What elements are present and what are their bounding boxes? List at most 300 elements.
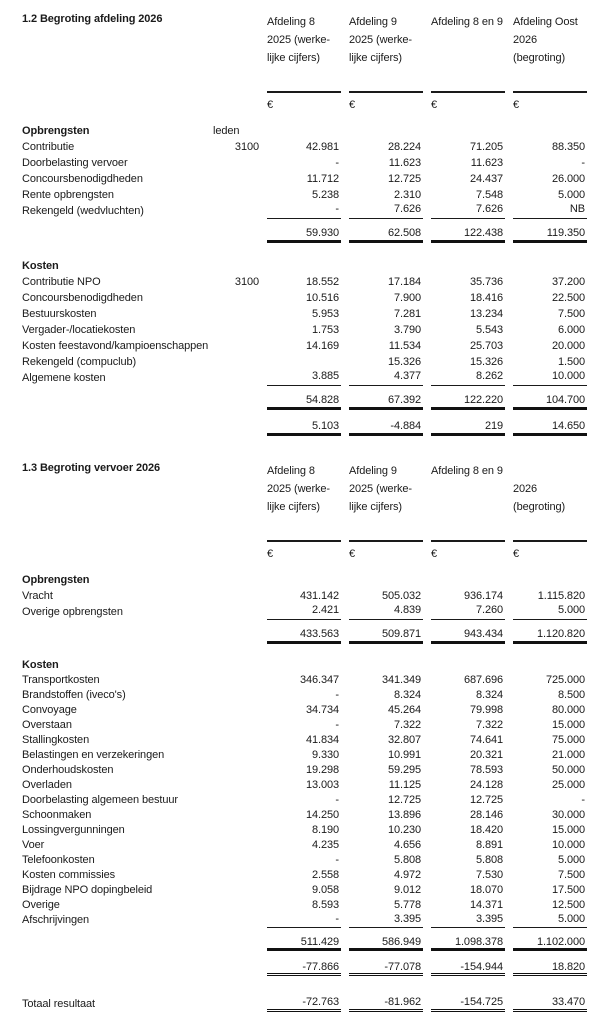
cell-value: 104.700	[513, 394, 587, 410]
table-row	[22, 338, 600, 354]
row-label: Rekengeld (compuclub)	[22, 356, 137, 368]
cell-value: 10.516	[305, 292, 339, 304]
cell-value: -	[581, 157, 585, 169]
cell-value: 119.350	[513, 227, 587, 243]
rule-label-spacer	[22, 540, 213, 542]
column-header-line	[431, 31, 505, 49]
cell-value	[267, 354, 341, 370]
row-label: Contributie NPO	[22, 276, 101, 288]
cell-value: 14.371	[469, 899, 503, 911]
cell-value: 41.834	[305, 734, 339, 746]
table-row	[22, 155, 600, 171]
leden-spacer	[213, 420, 259, 436]
cell-value: 54.828	[267, 394, 341, 410]
cell-value: 80.000	[551, 704, 585, 716]
rule-label-spacer	[22, 91, 213, 93]
currency-label-spacer	[22, 546, 213, 562]
row-label: Belastingen en verzekeringen	[22, 749, 165, 761]
cell-value: 67.392	[349, 394, 423, 410]
spacer	[22, 620, 600, 628]
cell-value: 5.808	[475, 854, 503, 866]
leden-value	[213, 588, 259, 604]
cell-value: -154.944	[431, 961, 505, 976]
row-label: Kosten feestavond/kampioenschappen	[22, 340, 209, 352]
cell-value: 11.623	[470, 157, 503, 169]
cell-value: 79.998	[469, 704, 503, 716]
cell-value: 12.725	[387, 173, 421, 185]
cell-value: 505.032	[381, 590, 421, 602]
leden-value	[213, 718, 259, 733]
cell-value: 5.808	[393, 854, 421, 866]
cell-value: 25.703	[469, 340, 503, 352]
cell-value: 59.930	[267, 227, 341, 243]
cell-value: 11.623	[388, 157, 421, 169]
cell-value: 2.421	[267, 604, 341, 620]
table-row	[22, 673, 600, 688]
cell-value: 25.000	[551, 779, 585, 791]
header-rule	[513, 91, 587, 93]
cell-value: 10.230	[387, 824, 421, 836]
spacer	[22, 562, 600, 572]
leden-column-label: leden	[213, 125, 240, 137]
cell-value: 2.310	[393, 189, 421, 201]
column-header-line: lijke cijfers)	[267, 501, 320, 513]
cell-value: 1.098.378	[431, 936, 505, 951]
rule-leden-spacer	[213, 91, 259, 93]
cell-value: 12.725	[469, 794, 503, 806]
total-row	[22, 394, 600, 410]
cell-value: 22.500	[551, 292, 585, 304]
header-rule-row	[22, 91, 600, 93]
row-label: Vracht	[22, 590, 53, 602]
row-label: Lossingvergunningen	[22, 824, 125, 836]
leden-value	[213, 808, 259, 823]
spacer	[22, 410, 600, 420]
column-header-line: Afdeling 8 en 9	[431, 16, 503, 28]
cell-value: 30.000	[551, 809, 585, 821]
spacer	[22, 951, 600, 961]
cell-value: NB	[513, 203, 587, 219]
cell-value: 9.330	[311, 749, 339, 761]
leden-value	[213, 673, 259, 688]
grand-total-row	[22, 996, 600, 1012]
spacer	[22, 976, 600, 996]
table-row	[22, 868, 600, 883]
table-row	[22, 604, 600, 620]
leden-value	[213, 823, 259, 838]
row-label: Convoyage	[22, 704, 77, 716]
column-header-line: Afdeling 8	[267, 16, 315, 28]
table-row	[22, 203, 600, 219]
cell-value: 5.000	[513, 604, 587, 620]
table-row	[22, 187, 600, 203]
leden-value	[213, 913, 259, 928]
currency-symbol: €	[267, 99, 274, 111]
column-header-line: (begroting)	[513, 501, 566, 513]
cell-value: 122.220	[431, 394, 505, 410]
row-label: Doorbelasting vervoer	[22, 157, 128, 169]
cell-value: 26.000	[551, 173, 585, 185]
cell-value: 4.235	[311, 839, 339, 851]
section-header-row	[22, 258, 600, 274]
cell-value: 5.778	[393, 899, 421, 911]
rule-leden-spacer	[213, 540, 259, 542]
cell-value: 21.000	[551, 749, 585, 761]
currency-row	[22, 97, 600, 113]
cell-value: 10.000	[551, 839, 585, 851]
row-label: Overige	[22, 899, 60, 911]
cell-value: 19.298	[305, 764, 339, 776]
row-label: Telefoonkosten	[22, 854, 95, 866]
cell-value: 586.949	[349, 936, 423, 951]
column-header	[267, 462, 341, 516]
row-label: Schoonmaken	[22, 809, 92, 821]
cell-value: 42.981	[305, 141, 339, 153]
leden-spacer	[213, 394, 259, 410]
cell-value: 6.000	[557, 324, 585, 336]
currency-symbol: €	[513, 548, 520, 560]
cell-value: 18.820	[513, 961, 587, 976]
column-header-line: 2025 (werke-	[267, 34, 330, 46]
currency-row	[22, 546, 600, 562]
row-label: Stallingkosten	[22, 734, 90, 746]
leden-value	[213, 733, 259, 748]
column-header-line: lijke cijfers)	[349, 52, 402, 64]
row-label: Rente opbrengsten	[22, 189, 114, 201]
cell-value: 20.000	[551, 340, 585, 352]
table-section	[22, 123, 600, 243]
leden-column-label	[213, 572, 259, 588]
leden-value	[213, 763, 259, 778]
cell-value: 5.953	[311, 308, 339, 320]
header-rule	[431, 540, 505, 542]
column-header-line: lijke cijfers)	[349, 501, 402, 513]
cell-value: 28.224	[387, 141, 421, 153]
cell-value: 17.500	[551, 884, 585, 896]
table-row	[22, 838, 600, 853]
cell-value: 74.641	[469, 734, 503, 746]
table-row	[22, 306, 600, 322]
leden-value: 3100	[234, 276, 259, 288]
leden-spacer	[213, 961, 259, 976]
cell-value: 7.548	[475, 189, 503, 201]
grand-total-leden-spacer	[213, 996, 259, 1012]
table-header-row	[22, 462, 600, 516]
leden-spacer	[213, 227, 259, 243]
row-label: Voer	[22, 839, 45, 851]
cell-value: 4.656	[393, 839, 421, 851]
cell-value: -	[335, 157, 339, 169]
column-header-line: Afdeling 8 en 9	[431, 465, 503, 477]
cell-value: 11.125	[388, 779, 421, 791]
cell-value: 12.725	[387, 794, 421, 806]
leden-value: 3100	[234, 141, 259, 153]
cell-value: 24.128	[469, 779, 503, 791]
leden-value	[213, 604, 259, 620]
table-section	[22, 258, 600, 436]
row-label: Vergader-/locatiekosten	[22, 324, 136, 336]
leden-value	[213, 748, 259, 763]
cell-value: 7.260	[431, 604, 505, 620]
result-row	[22, 961, 600, 976]
cell-value: 5.000	[513, 913, 587, 928]
table-row	[22, 171, 600, 187]
total-row	[22, 227, 600, 243]
row-label: Brandstoffen (iveco's)	[22, 689, 126, 701]
spacer	[22, 928, 600, 936]
table-row	[22, 913, 600, 928]
header-rule	[267, 540, 341, 542]
column-header-line: 2026	[513, 483, 538, 495]
column-header	[267, 13, 341, 67]
leden-column-spacer	[213, 13, 259, 67]
cell-value: 59.295	[387, 764, 421, 776]
cell-value: 10.991	[387, 749, 421, 761]
leden-value	[213, 322, 259, 338]
column-header-line: 2025 (werke-	[349, 34, 412, 46]
cell-value: 346.347	[299, 674, 339, 686]
cell-value: 11.712	[306, 173, 339, 185]
cell-value: 7.281	[393, 308, 421, 320]
section-header-row	[22, 572, 600, 588]
leden-value	[213, 187, 259, 203]
cell-value: 15.326	[469, 356, 503, 368]
cell-value: 3.885	[267, 370, 341, 386]
cell-value: 10.000	[513, 370, 587, 386]
column-header-line: 2025 (werke-	[349, 483, 412, 495]
cell-value: 5.103	[267, 420, 341, 436]
cell-value: -	[267, 203, 341, 219]
column-header-line: Afdeling Oost	[513, 16, 578, 28]
header-rule	[349, 540, 423, 542]
table-header-row	[22, 13, 600, 67]
row-label: Doorbelasting algemeen bestuur	[22, 794, 178, 806]
row-label-spacer	[22, 227, 213, 243]
column-header-line	[513, 462, 587, 480]
currency-leden-spacer	[213, 97, 259, 113]
cell-value: -77.078	[349, 961, 423, 976]
cell-value: 3.395	[431, 913, 505, 928]
header-rule	[349, 91, 423, 93]
table-row	[22, 370, 600, 386]
spacer	[22, 436, 600, 462]
header-rule	[267, 91, 341, 93]
row-label-spacer	[22, 961, 213, 976]
leden-column-label	[213, 658, 259, 673]
cell-value: -	[581, 794, 585, 806]
cell-value: 4.377	[349, 370, 423, 386]
cell-value: 8.500	[557, 689, 585, 701]
column-header	[349, 13, 423, 67]
spacer	[22, 113, 600, 123]
row-label: Transportkosten	[22, 674, 100, 686]
spacer	[22, 219, 600, 227]
row-label-spacer	[22, 420, 213, 436]
table-row	[22, 588, 600, 604]
currency-symbol: €	[349, 99, 356, 111]
cell-value: 35.736	[469, 276, 503, 288]
row-label: Overstaan	[22, 719, 72, 731]
cell-value: 71.205	[469, 141, 503, 153]
cell-value: 18.552	[305, 276, 339, 288]
table-row	[22, 688, 600, 703]
currency-symbol: €	[431, 99, 438, 111]
section-header: Opbrengsten	[22, 574, 90, 586]
cell-value: 5.238	[311, 189, 339, 201]
column-header-line	[431, 498, 505, 516]
currency-symbol: €	[513, 99, 520, 111]
table-row	[22, 778, 600, 793]
section-header: Kosten	[22, 260, 59, 272]
table-title-cell	[22, 462, 213, 516]
table-row	[22, 853, 600, 868]
table-section	[22, 572, 600, 644]
cell-value: 3.790	[393, 324, 421, 336]
cell-value: 7.500	[557, 308, 585, 320]
leden-value	[213, 155, 259, 171]
cell-value: -	[335, 854, 339, 866]
table-row	[22, 703, 600, 718]
leden-value	[213, 306, 259, 322]
column-header-line: (begroting)	[513, 52, 566, 64]
section-header-row	[22, 658, 600, 673]
column-header-line	[431, 49, 505, 67]
row-label-spacer	[22, 394, 213, 410]
cell-value: 8.190	[311, 824, 339, 836]
cell-value: 7.626	[431, 203, 505, 219]
cell-value: 687.696	[463, 674, 503, 686]
cell-value: 2.558	[311, 869, 339, 881]
cell-value: -77.866	[267, 961, 341, 976]
table-title: 1.2 Begroting afdeling 2026	[22, 13, 163, 25]
table-section	[22, 658, 600, 976]
cell-value: 18.416	[469, 292, 503, 304]
result-row	[22, 420, 600, 436]
row-label: Afschrijvingen	[22, 914, 90, 926]
table-row	[22, 808, 600, 823]
column-header	[431, 13, 505, 67]
cell-value: 9.058	[311, 884, 339, 896]
cell-value: 122.438	[431, 227, 505, 243]
table-row	[22, 793, 600, 808]
cell-value: 12.500	[551, 899, 585, 911]
table-row	[22, 748, 600, 763]
leden-value	[213, 703, 259, 718]
leden-value	[213, 354, 259, 370]
header-rule-row	[22, 540, 600, 542]
leden-value	[213, 793, 259, 808]
cell-value: 431.142	[299, 590, 339, 602]
cell-value: 14.650	[513, 420, 587, 436]
cell-value: 75.000	[551, 734, 585, 746]
cell-value: 3.395	[349, 913, 423, 928]
table-row	[22, 139, 600, 155]
leden-column-label	[213, 258, 259, 274]
leden-value	[213, 338, 259, 354]
table-row	[22, 883, 600, 898]
cell-value: 15.326	[387, 356, 421, 368]
cell-value: 725.000	[545, 674, 585, 686]
column-header-line: 2025 (werke-	[267, 483, 330, 495]
leden-value	[213, 171, 259, 187]
cell-value: 943.434	[431, 628, 505, 644]
leden-value	[213, 778, 259, 793]
cell-value: 7.900	[393, 292, 421, 304]
cell-value: 17.184	[387, 276, 421, 288]
row-label: Onderhoudskosten	[22, 764, 114, 776]
column-header-line: Afdeling 8	[267, 465, 315, 477]
row-label: Overige opbrengsten	[22, 606, 123, 618]
table-row	[22, 274, 600, 290]
column-header-line: Afdeling 9	[349, 465, 397, 477]
cell-value: 4.839	[349, 604, 423, 620]
cell-value: 1.120.820	[513, 628, 587, 644]
cell-value: 7.530	[475, 869, 503, 881]
cell-value: 219	[431, 420, 505, 436]
cell-value: 936.174	[463, 590, 503, 602]
row-label-spacer	[22, 936, 213, 951]
leden-value	[213, 853, 259, 868]
cell-value: 1.102.000	[513, 936, 587, 951]
budget-tables	[22, 13, 600, 1012]
currency-leden-spacer	[213, 546, 259, 562]
cell-value: -4.884	[349, 420, 423, 436]
table-title: 1.3 Begroting vervoer 2026	[22, 462, 161, 474]
section-header-row	[22, 123, 600, 139]
cell-value: 32.807	[387, 734, 421, 746]
table-row	[22, 898, 600, 913]
leden-value	[213, 688, 259, 703]
cell-value: 9.012	[393, 884, 421, 896]
cell-value: 14.250	[305, 809, 339, 821]
cell-value: 1.115.820	[537, 590, 585, 602]
row-label: Rekengeld (wedvluchten)	[22, 205, 144, 217]
cell-value: 8.891	[475, 839, 503, 851]
row-label: Bijdrage NPO dopingbeleid	[22, 884, 153, 896]
column-header-line: lijke cijfers)	[267, 52, 320, 64]
row-label: Kosten commissies	[22, 869, 116, 881]
cell-value: -81.962	[349, 996, 423, 1012]
cell-value: 37.200	[551, 276, 585, 288]
column-header	[349, 462, 423, 516]
leden-value	[213, 203, 259, 219]
total-row	[22, 936, 600, 951]
table-row	[22, 733, 600, 748]
cell-value: -154.725	[431, 996, 505, 1012]
row-label: Overladen	[22, 779, 72, 791]
cell-value: 33.470	[513, 996, 587, 1012]
cell-value: 1.500	[557, 356, 585, 368]
cell-value: 20.321	[469, 749, 503, 761]
section-header: Opbrengsten	[22, 125, 90, 137]
leden-value	[213, 868, 259, 883]
leden-value	[213, 838, 259, 853]
currency-label-spacer	[22, 97, 213, 113]
cell-value: 7.322	[393, 719, 421, 731]
cell-value: 8.324	[393, 689, 421, 701]
cell-value: 511.429	[267, 936, 341, 951]
cell-value: -	[267, 913, 341, 928]
cell-value: -	[335, 719, 339, 731]
column-header-line: 2026	[513, 34, 538, 46]
cell-value: 341.349	[381, 674, 421, 686]
cell-value: 5.543	[475, 324, 503, 336]
cell-value: 24.437	[469, 173, 503, 185]
cell-value: 15.000	[551, 719, 585, 731]
column-header	[513, 462, 587, 516]
cell-value: -72.763	[267, 996, 341, 1012]
cell-value: 13.003	[305, 779, 339, 791]
